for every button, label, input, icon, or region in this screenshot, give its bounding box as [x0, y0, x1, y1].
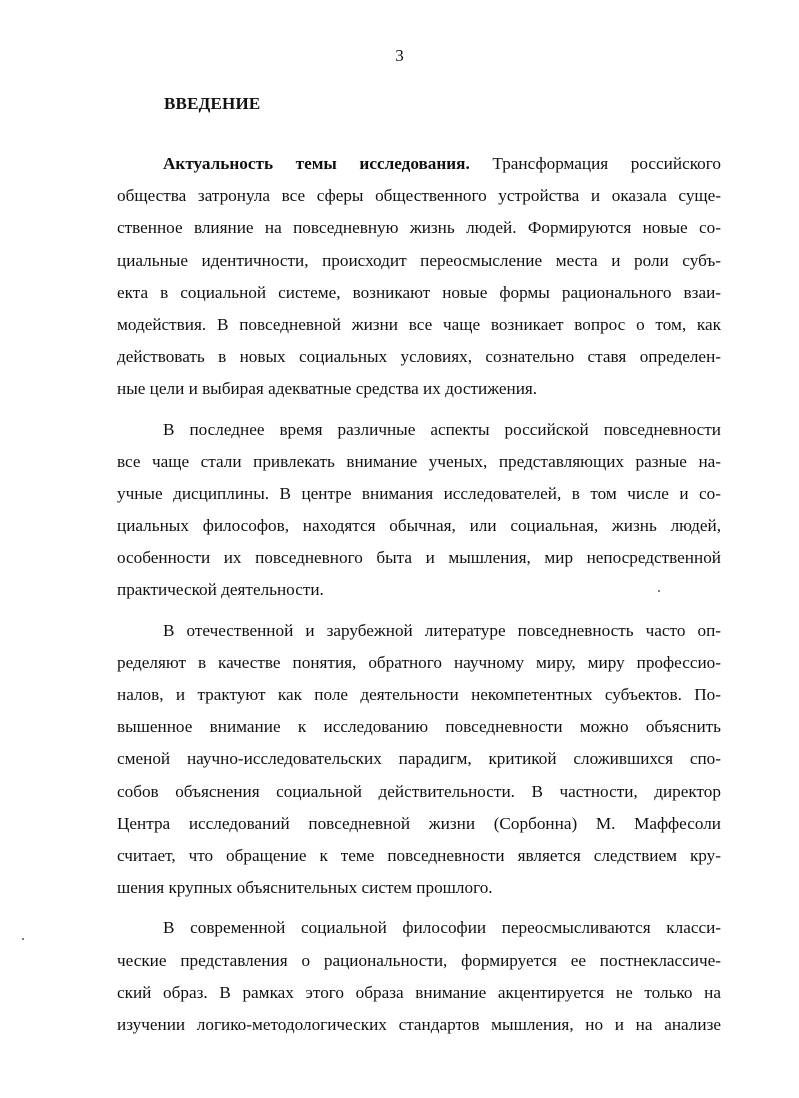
scan-speck	[658, 590, 660, 592]
text-line: ский образ. В рамках этого образа внимание акцентируется не только на	[117, 982, 721, 1002]
body-text	[117, 148, 721, 1041]
text-line: шения крупных объяснительных систем прошлого.	[117, 878, 493, 898]
text-line: ческие представления о рациональности, формируется ее постнеклассиче-	[117, 950, 721, 970]
text-line: ределяют в качестве понятия, обратного научному миру, миру профессио-	[117, 652, 721, 672]
text-line: все чаще стали привлекать внимание ученых, представляющих разные на-	[117, 451, 721, 471]
text-line: действовать в новых социальных условиях, сознательно ставя определен-	[117, 347, 721, 367]
text-line: сменой научно-исследовательских парадигм, критикой сложившихся спо-	[117, 749, 721, 769]
text-line: ные цели и выбирая адекватные средства их достижения.	[117, 379, 538, 399]
lead-phrase: Актуальность темы исследования.	[163, 154, 470, 173]
paragraph-4	[117, 912, 721, 1041]
paragraph-2	[117, 414, 721, 607]
text-line: особенности их повседневного быта и мышления, мир непосредственной	[117, 548, 721, 568]
section-heading: ВВЕДЕНИЕ	[164, 94, 261, 113]
paragraph-1	[117, 148, 721, 406]
text-line: ственное влияние на повседневную жизнь людей. Формируются новые со-	[117, 218, 721, 238]
text-line: вышенное внимание к исследованию повседневности можно объяснить	[117, 717, 721, 737]
text-line: собов объяснения социальной действительности. В частности, директор	[117, 781, 721, 801]
text-line: циальных философов, находятся обычная, или социальная, жизнь людей,	[117, 516, 721, 536]
text-line: изучении логико-методологических стандартов мышления, но и на анализе	[117, 1014, 721, 1034]
text-line: циальные идентичности, происходит переосмысление места и роли субъ-	[117, 250, 721, 270]
text-line: учные дисциплины. В центре внимания исследователей, в том числе и со-	[117, 483, 721, 503]
paragraph-3	[117, 615, 721, 905]
text-line: модействия. В повседневной жизни все чаще возникает вопрос о том, как	[117, 314, 721, 334]
text-line: общества затронула все сферы общественного устройства и оказала суще-	[117, 186, 721, 206]
page-number: 3	[395, 46, 404, 65]
text-line: практической деятельности.	[117, 580, 324, 600]
text-line: В современной социальной философии переосмысливаются класси-	[163, 918, 721, 938]
text-line: Актуальность темы исследования. Трансформация российского	[163, 154, 721, 173]
scan-speck	[22, 938, 24, 940]
text-line: налов, и трактуют как поле деятельности некомпетентных субъектов. По-	[117, 685, 721, 704]
text-line: екта в социальной системе, возникают новые формы рационального взаи-	[117, 282, 721, 302]
text-line: В отечественной и зарубежной литературе повседневность часто оп-	[163, 620, 721, 640]
text-line: В последнее время различные аспекты российской повседневности	[163, 419, 721, 439]
text-line: Центра исследований повседневной жизни (Сорбонна) М. Маффесоли	[117, 813, 721, 833]
text-line: считает, что обращение к теме повседневности является следствием кру-	[117, 845, 721, 865]
